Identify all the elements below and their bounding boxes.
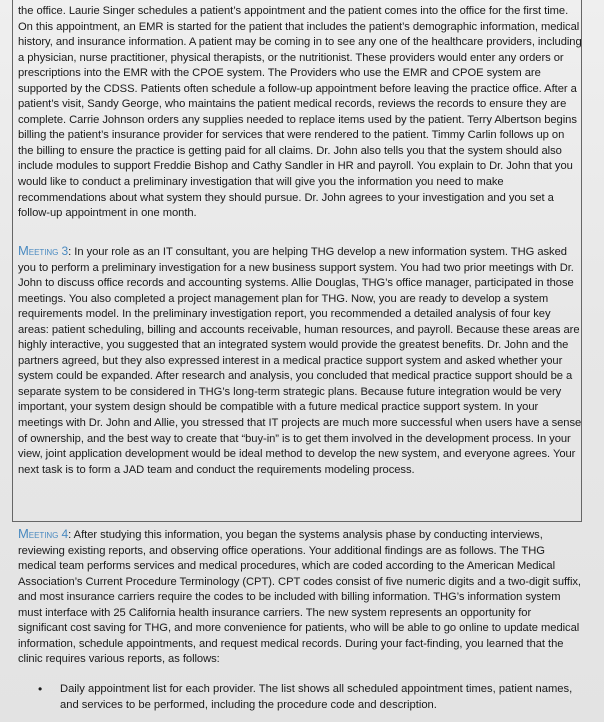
list-item [36,682,582,713]
meeting-3-paragraph: Meeting 3: In your role as an IT consultant, you are helping THG develop a new information system. THG asked you to perform a preliminary investigation for a new business support system. You had two prior meetings with Dr. John to discuss office records and accounting systems. Allie Douglas, THG’s office manager, participated in those meetings. You also completed a project management plan for THG. Now, you are ready to develop a system requirements model. In the preliminary investigation report, you recommended a detailed analysis of four key areas: patient scheduling, billing and accounts receivable, human resources, and payroll. Because these areas are highly interactive, you suggested that an integrated system would provide the greatest benefits. Dr. John and the partners agreed, but they also expressed interest in a medical practice support system and asked whether your system could be expanded. After research and analysis, you concluded that medical practice support should be a separate system to be considered in THG’s long-term strategic plans. Because future integration would be very important, your system design should be compatible with a future medical practice support system. In your meetings with Dr. John and Allie, you stressed that IT projects are much more successful when users have a sense of ownership, and the best way to create that “buy-in” is to get them involved in the development process. In your view, joint application development would be ideal method to develop the new system, and everyone agrees. Your next task is to form a JAD team and conduct the requirements modeling process. [18,243,582,476]
meeting-4-paragraph: Meeting 4: After studying this information, you began the systems analysis phase by conducting interviews, reviewing existing reports, and observing office operations. Your additional findings are as follows. The THG medical team performs services and medical procedures, which are coded according to the American Medical Association’s Current Procedure Terminology (CPT). CPT codes consist of five numeric digits and a two-digit suffix, and most insurance carriers require the codes to be included with billing information. THG’s information system must interface with 25 California health insurance carriers. The new system represents an opportunity for significant cost saving for THG, and more convenience for patients, who will be able to go online to update medical information, schedule appointments, and request medical records. During your fact-finding, you learned that the clinic requires various reports, as follows: [18,526,581,666]
meeting-4-label: Meeting 4 [18,526,69,541]
report-bullet-list [36,682,582,713]
intro-paragraph: the office. Laurie Singer schedules a patient’s appointment and the patient comes into the office for the first time. On this appointment, an EMR is started for the patient that includes the patient’s demographic information, medical history, and insurance information. A patient may be coming in to see any one of the healthcare providers, including a physician, nurse practitioner, physical therapists, or the nutritionist. These providers would enter any orders or prescriptions into the EMR with the CPOE system. The Providers who use the EMR and CPOE system are supported by the CDSS. Patients often schedule a follow-up appointment before leaving the practice office. After a patient’s visit, Sandy George, who maintains the patient medical records, reviews the records to ensure they are complete. Carrie Johnson orders any supplies needed to replace items used by the patient. Terry Albertson begins billing the patient’s insurance provider for services that were rendered to the patient. Timmy Carlin follows up on the billing to ensure the practice is getting paid for all claims. Dr. John also tells you that the system should also include modules to support Freddie Bishop and Cathy Sandler in HR and payroll. You explain to Dr. John that you would like to conduct a preliminary investigation that will give you the information you need to make recommendations about what system they should pursue. Dr. John agrees to your investigation and you set a follow-up appointment in one month. [18,5,582,220]
meeting-4-text: After studying this information, you began the systems analysis phase by conducting interviews, reviewing existing reports, and observing office operations. Your additional findings are as follows. The THG medical team performs services and medical procedures, which are coded according to the American Medical Association’s Current Procedure Terminology (CPT). CPT codes consist of five numeric digits and a two-digit suffix, and most insurance carriers require the codes to be included with billing information. THG’s information system must interface with 25 California health insurance carriers. The new system represents an opportunity for significant cost saving for THG, and more convenience for patients, who will be able to go online to update medical information, schedule appointments, and request medical records. During your fact-finding, you learned that the clinic requires various reports, as follows: [18,529,581,666]
meeting-3-label: Meeting 3 [18,243,69,258]
bullet-icon: • [38,682,43,696]
bullet-text: Daily appointment list for each provider. The list shows all scheduled appointment times, patient names, and services to be performed, including the procedure code and description. [60,683,573,711]
meeting-3-text: In your role as an IT consultant, you are helping THG develop a new information system. THG asked you to perform a preliminary investigation for a new business support system. You had two prior meetings with Dr. John to discuss office records and accounting systems. Allie Douglas, THG’s office manager, participated in those meetings. You also completed a project management plan for THG. Now, you are ready to develop a system requirements model. In the preliminary investigation report, you recommended a detailed analysis of four key areas: patient scheduling, billing and accounts receivable, human resources, and payroll. Because these areas are highly interactive, you suggested that an integrated system would provide the greatest benefits. Dr. John and the partners agreed, but they also expressed interest in a medical practice support system and asked whether your system could be expanded. After research and analysis, you concluded that medical practice support should be a separate system to be considered in THG’s long-term strategic plans. Because future integration would be very important, your system design should be compatible with a future medical practice support system. In your meetings with Dr. John and Allie, you stressed that IT projects are much more successful when users have a sense of ownership, and the best way to create that “buy-in” is to get them involved in the development process. In your view, joint application development would be ideal method to develop the new system, and everyone agrees. Your next task is to form a JAD team and conduct the requirements modeling process. [18,246,582,476]
